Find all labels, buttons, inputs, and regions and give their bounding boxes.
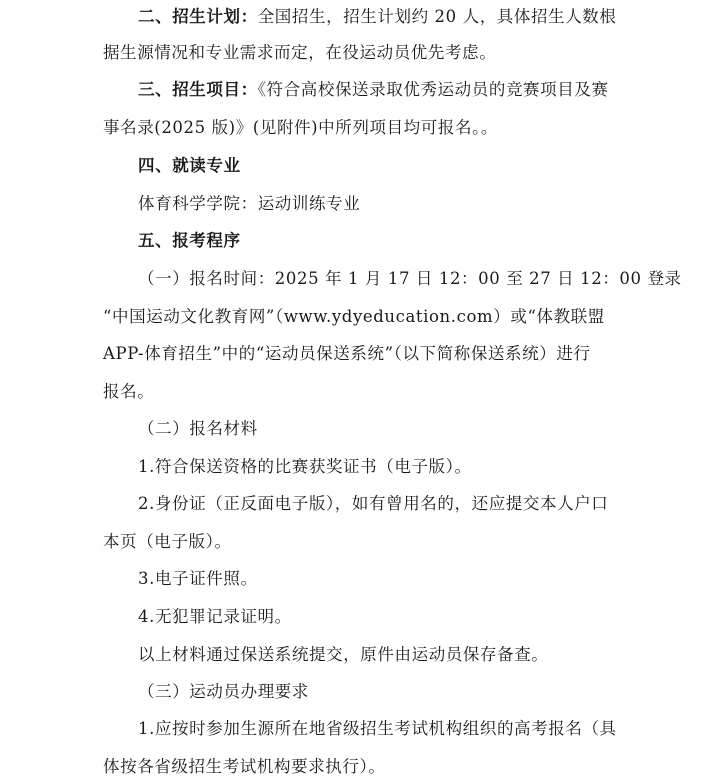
plan-text-line2: 据生源情况和专业需求而定，在役运动员优先考虑。 [103, 43, 497, 62]
reg-time-line2: “中国运动文化教育网”（www.ydyeducation.com）或“体教联盟 [103, 307, 605, 326]
materials-item3: 3.电子证件照。 [138, 569, 258, 588]
materials-heading: （二）报名材料 [138, 419, 258, 438]
materials-item2-line1: 2.身份证（正反面电子版），如有曾用名的，还应提交本人户口 [138, 494, 609, 513]
major-text: 体育科学学院：运动训练专业 [138, 194, 361, 213]
materials-item2-line2: 本页（电子版）。 [103, 532, 232, 551]
major-heading: 四、就读专业 [138, 156, 241, 175]
plan-heading: 二、招生计划： [138, 7, 258, 26]
materials-item4: 4.无犯罪记录证明。 [138, 607, 292, 626]
events-heading: 三、招生项目： [138, 80, 258, 99]
reg-time-line1: （一）报名时间：2025 年 1 月 17 日 12：00 至 27 日 12：00 登录 [138, 269, 682, 288]
events-text-line1: 《符合高校保送录取优秀运动员的竞赛项目及赛 [257, 80, 609, 99]
requirements-heading: （三）运动员办理要求 [138, 682, 309, 701]
materials-item1: 1.符合保送资格的比赛获奖证书（电子版）。 [138, 457, 472, 476]
procedure-heading: 五、报考程序 [138, 231, 241, 250]
requirements-item1-line1: 1.应按时参加生源所在地省级招生考试机构组织的高考报名（具 [138, 719, 617, 738]
requirements-item1-line2: 体按各省级招生考试机构要求执行）。 [103, 757, 386, 776]
plan-paragraph-line1 [138, 6, 617, 28]
reg-time-line3: APP-体育招生”中的“运动员保送系统”（以下简称保送系统）进行 [103, 344, 591, 363]
events-paragraph-line1 [138, 79, 609, 101]
events-text-line2: 事名录(2025 版)》(见附件)中所列项目均可报名。。 [103, 118, 499, 137]
reg-time-line4: 报名。 [103, 382, 155, 401]
plan-text-line1: 全国招生，招生计划约 20 人，具体招生人数根 [257, 7, 617, 26]
materials-note: 以上材料通过保送系统提交，原件由运动员保存备查。 [138, 645, 549, 664]
